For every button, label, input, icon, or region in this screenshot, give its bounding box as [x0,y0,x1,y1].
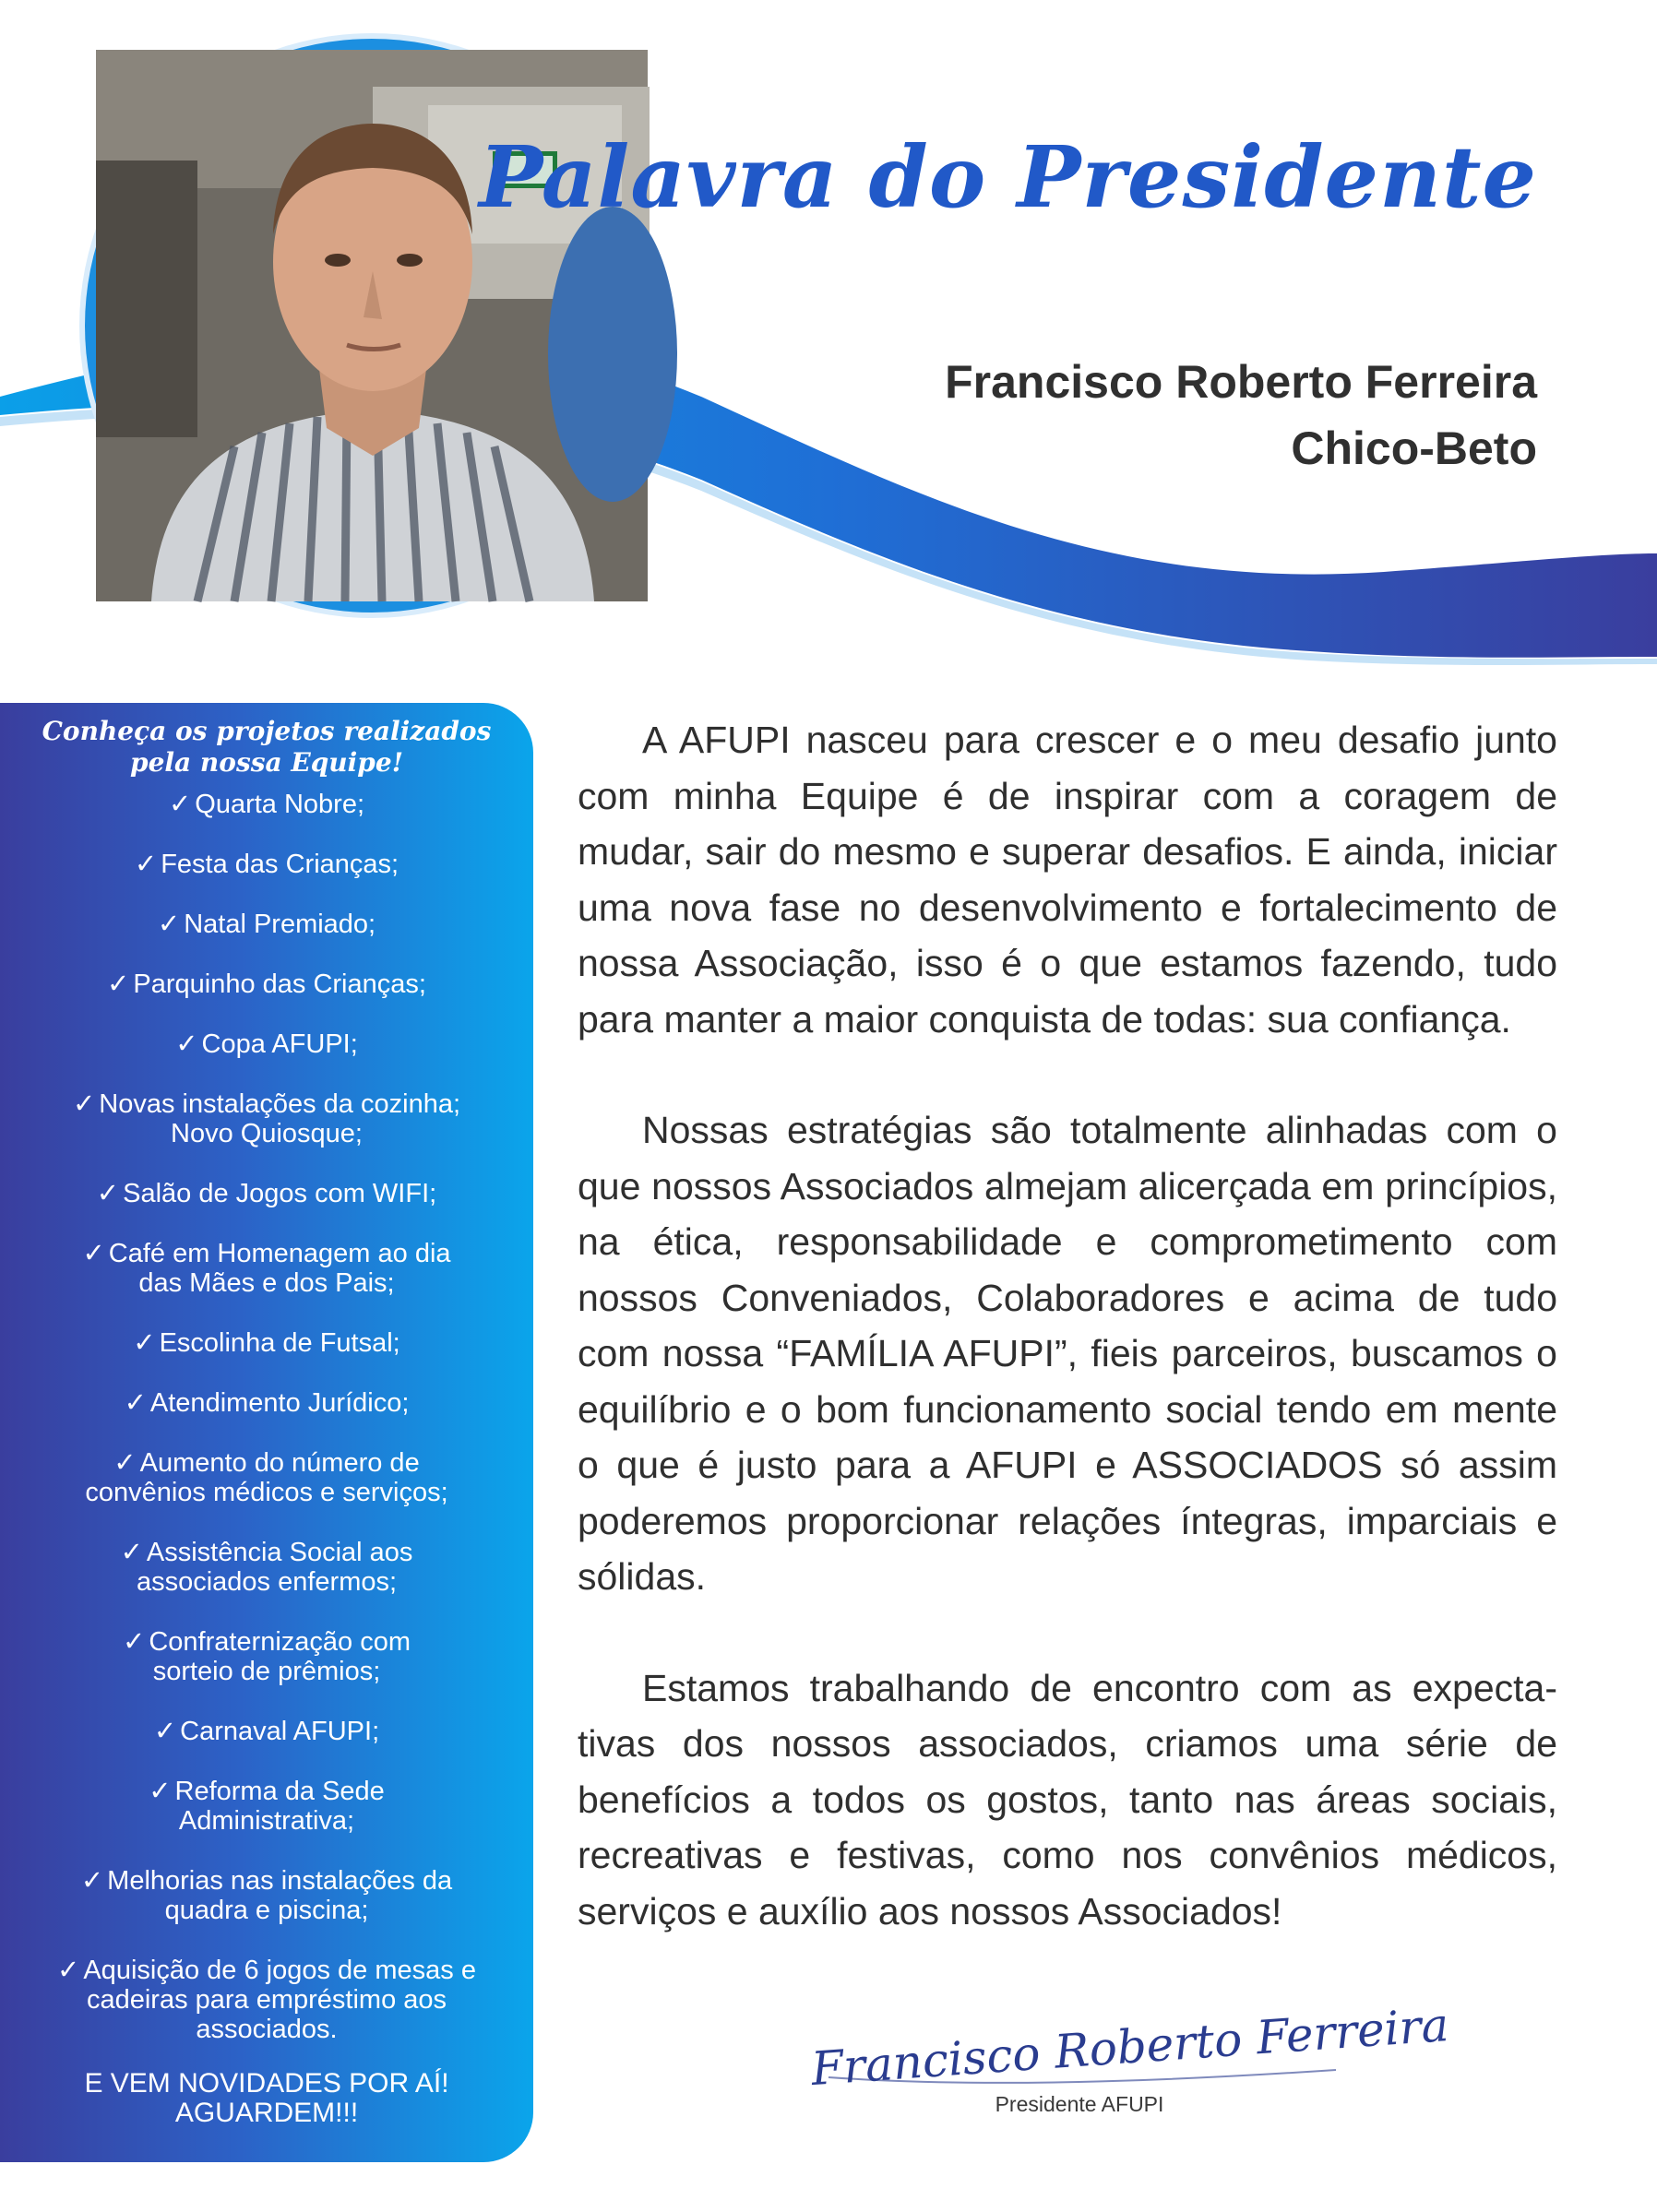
president-message [578,712,1557,1994]
check-icon: ✓ [72,1089,96,1119]
check-icon: ✓ [96,1179,120,1208]
project-item [15,850,519,879]
check-icon: ✓ [133,1328,156,1358]
projects-heading-line1: Conheça os projetos realizados [42,716,492,746]
projects-heading-line2: pela nossa Equipe! [130,747,403,778]
project-item-continuation: associados enfermos; [136,1567,398,1597]
check-icon: ✓ [153,1717,177,1746]
project-item-line [15,1089,519,1119]
project-item-text: Melhorias nas instalações da [107,1866,453,1896]
project-item [15,1777,519,1836]
project-item [15,1866,519,1925]
project-item-line [15,1328,519,1358]
check-icon: ✓ [168,790,192,819]
check-icon: ✓ [80,1866,104,1896]
project-item-line [15,910,519,939]
project-item-text: Copa AFUPI; [201,1029,358,1059]
projects-footer-line1: E VEM NOVIDADES POR AÍ! [84,2068,449,2099]
message-paragraph-3: Estamos trabalhando de encontro com as expectativas dos nossos associados, criamos uma série de benefícios a todos os gostos, tanto nas áreas sociais, recreativas e festivas, como nos convênios médicos, serviços e auxílio aos nossos Associados! [578,1666,1557,1933]
handwritten-signature [801,1985,1451,2097]
check-icon: ✓ [123,1627,146,1657]
project-item-line [15,1717,519,1746]
project-item-text: Natal Premiado; [184,910,376,939]
project-item-line [15,850,519,879]
signer-role: Presidente AFUPI [995,2092,1164,2116]
project-item [15,1029,519,1059]
check-icon: ✓ [149,1777,172,1806]
project-item-text: Escolinha de Futsal; [159,1328,400,1358]
project-item [15,790,519,819]
project-item-line [15,1627,519,1657]
project-item [15,1388,519,1418]
check-icon: ✓ [57,1956,80,1985]
project-item-line [15,790,519,819]
project-item-text: Assistência Social aos [146,1538,413,1567]
project-item [15,1328,519,1358]
project-item-continuation: Administrativa; [178,1806,355,1836]
president-photo-frame [85,39,659,612]
project-item [15,1538,519,1597]
project-item-continuation: convênios médicos e serviços; [85,1478,448,1507]
project-item-line [15,1956,519,1985]
project-item-continuation: quadra e piscina; [164,1896,369,1925]
project-item [15,1717,519,1746]
project-item-line [15,1866,519,1896]
project-item-text: Carnaval AFUPI; [180,1717,380,1746]
project-item-text: Reforma da Sede [174,1777,385,1806]
project-item-continuation: associados. [196,2015,338,2044]
project-item [15,1179,519,1208]
project-item-line [15,1239,519,1268]
project-item-continuation: Novo Quiosque; [171,1119,363,1148]
project-item-line [15,1538,519,1567]
projects-footer-line2: AGUARDEM!!! [174,2098,359,2128]
project-item-line [15,1777,519,1806]
project-item-text: Parquinho das Crianças; [133,969,426,999]
project-item [15,1448,519,1507]
project-item-text: Confraternização com [149,1627,411,1657]
project-item [15,1239,519,1298]
message-paragraph-1: A AFUPI nasceu para crescer e o meu desafio junto com minha Equipe é de inspirar com a coragem de mudar, sair do mesmo e superar desafios. E ainda, iniciar uma nova fase no desenvolvimento e fortalecimento de nossa Associação, isso é o que estamos fazendo, tudo para manter a maior conquista de todas: sua confiança. [578,719,1557,1041]
project-item-text: Quarta Nobre; [195,790,365,819]
message-paragraph-2: Nossas estratégias são totalmente alinhadas com o que nossos Associados almejam alicerçada em princípios, na ética, responsabilidade e comprometimento com nossos Conveniados, Colaboradores e acima de tudo com nossa “FAMÍLIA AFUPI”, fieis parceiros, buscamos o equilíbrio e o bom funcionamento social tendo em mente o que é justo para a AFUPI e ASSOCIADOS só assim poderemos proporcionar relações íntegras, imparciais e sólidas. [578,1109,1557,1598]
check-icon: ✓ [175,1029,198,1059]
signature-drawing [801,1985,1451,2097]
projects-sidebar [0,703,533,2162]
check-icon: ✓ [82,1239,105,1268]
project-item-text: Aumento do número de [139,1448,420,1478]
project-item-text: Café em Homenagem ao dia [108,1239,451,1268]
project-item [15,910,519,939]
project-item [15,1956,519,2044]
check-icon: ✓ [120,1538,143,1567]
check-icon: ✓ [113,1448,137,1478]
project-item-line [15,1448,519,1478]
check-icon: ✓ [107,969,130,999]
project-item-text: Salão de Jogos com WIFI; [123,1179,437,1208]
projects-list [15,790,519,2044]
check-icon: ✓ [124,1388,147,1418]
project-item-line [15,1179,519,1208]
project-item-text: Aquisição de 6 jogos de mesas e [83,1956,476,1985]
president-full-name: Francisco Roberto Ferreira [945,356,1537,408]
project-item-text: Festa das Crianças; [161,850,399,879]
president-name [945,349,1537,482]
project-item [15,1627,519,1686]
project-item-text: Atendimento Jurídico; [149,1388,410,1418]
page-title: Palavra do Presidente [479,127,1537,227]
check-icon: ✓ [157,910,181,939]
project-item [15,969,519,999]
project-item [15,1089,519,1148]
project-item-line [15,1388,519,1418]
projects-heading [15,716,519,779]
project-item-text: Novas instalações da cozinha; [99,1089,461,1119]
check-icon: ✓ [134,850,158,879]
project-item-continuation: sorteio de prêmios; [152,1657,381,1686]
project-item-continuation: cadeiras para empréstimo aos [86,1985,447,2015]
president-nickname: Chico-Beto [1291,422,1537,474]
project-item-line [15,1029,519,1059]
signature-text: Francisco Roberto Ferreira [809,1997,1451,2097]
project-item-continuation: das Mães e dos Pais; [138,1268,395,1298]
projects-footer [15,2069,519,2128]
project-item-line [15,969,519,999]
